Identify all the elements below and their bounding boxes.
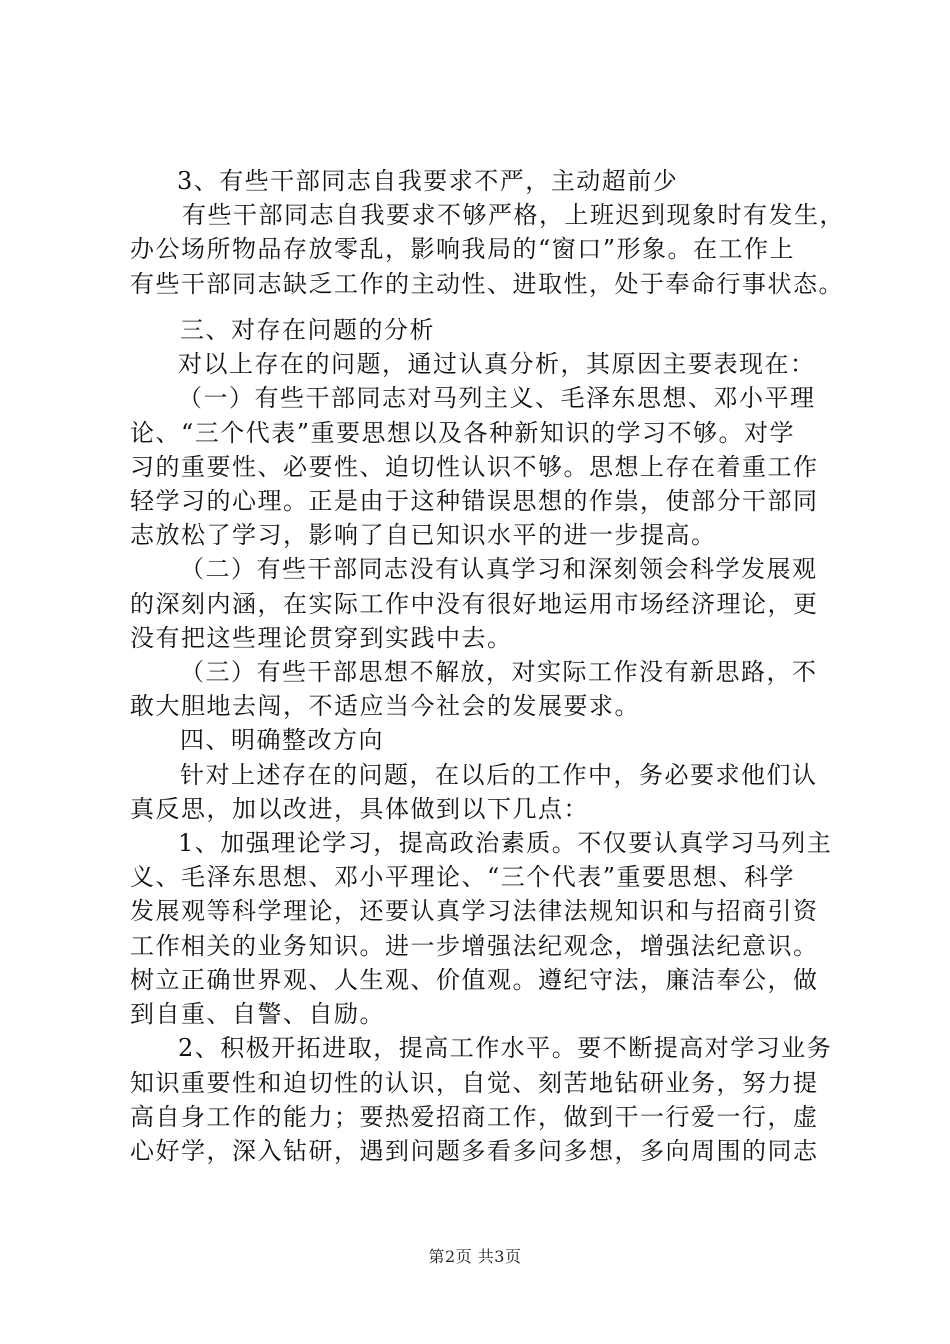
body-line: 2、积极开拓进取，提高工作水平。要不断提高对学习业务 (178, 1034, 833, 1062)
body-line: 发展观等科学理论，还要认真学习法律法规知识和与招商引资 (130, 897, 819, 925)
body-line: 知识重要性和迫切性的认识，自觉、刻苦地钻研业务，努力提 (130, 1069, 819, 1097)
body-line: （二）有些干部同志没有认真学习和深刻领会科学发展观 (180, 555, 818, 583)
heading-line: 3、有些干部同志自我要求不严，主动超前少 (177, 167, 679, 195)
body-line: （一）有些干部同志对马列主义、毛泽东思想、邓小平理 (178, 384, 816, 412)
body-line: 高自身工作的能力；要热爱招商工作，做到干一行爱一行，虚 (130, 1103, 819, 1131)
body-line: 针对上述存在的问题，在以后的工作中，务必要求他们认 (180, 761, 818, 789)
section-heading: 四、明确整改方向 (180, 726, 384, 754)
body-line: 敢大胆地去闯，不适应当今社会的发展要求。 (130, 692, 640, 720)
body-line: 有些干部同志缺乏工作的主动性、进取性，处于奉命行事状态。 (130, 270, 844, 298)
body-line: 真反思，加以改进，具体做到以下几点： (130, 795, 589, 823)
body-line: 对以上存在的问题，通过认真分析，其原因主要表现在： (178, 350, 816, 378)
body-line: 义、毛泽东思想、邓小平理论、“三个代表”重要思想、科学 (130, 863, 796, 891)
body-line: 工作相关的业务知识。进一步增强法纪观念，增强法纪意识。 (130, 932, 819, 960)
body-line: 没有把这些理论贯穿到实践中去。 (130, 624, 513, 652)
page-footer: 第2页 共3页 (428, 1247, 522, 1266)
body-line: 习的重要性、必要性、迫切性认识不够。思想上存在着重工作 (130, 453, 819, 481)
body-line: 办公场所物品存放零乱，影响我局的“窗口”形象。在工作上 (130, 235, 796, 263)
body-line: （三）有些干部思想不解放，对实际工作没有新思路，不 (180, 658, 818, 686)
body-line: 到自重、自警、自励。 (130, 1000, 385, 1028)
section-heading: 三、对存在问题的分析 (180, 316, 435, 344)
body-line: 的深刻内涵，在实际工作中没有很好地运用市场经济理论，更 (130, 590, 819, 618)
body-line: 轻学习的心理。正是由于这种错误思想的作祟，使部分干部同 (130, 487, 819, 515)
body-line: 论、“三个代表”重要思想以及各种新知识的学习不够。对学 (130, 419, 796, 447)
body-line: 树立正确世界观、人生观、价值观。遵纪守法，廉洁奉公，做 (130, 966, 819, 994)
body-line: 1、加强理论学习，提高政治素质。不仅要认真学习马列主 (178, 829, 833, 857)
body-line: 心好学，深入钻研，遇到问题多看多问多想，多向周围的同志 (130, 1137, 819, 1165)
body-line: 志放松了学习，影响了自已知识水平的进一步提高。 (130, 521, 717, 549)
body-line: 有些干部同志自我要求不够严格，上班迟到现象时有发生， (182, 201, 845, 229)
